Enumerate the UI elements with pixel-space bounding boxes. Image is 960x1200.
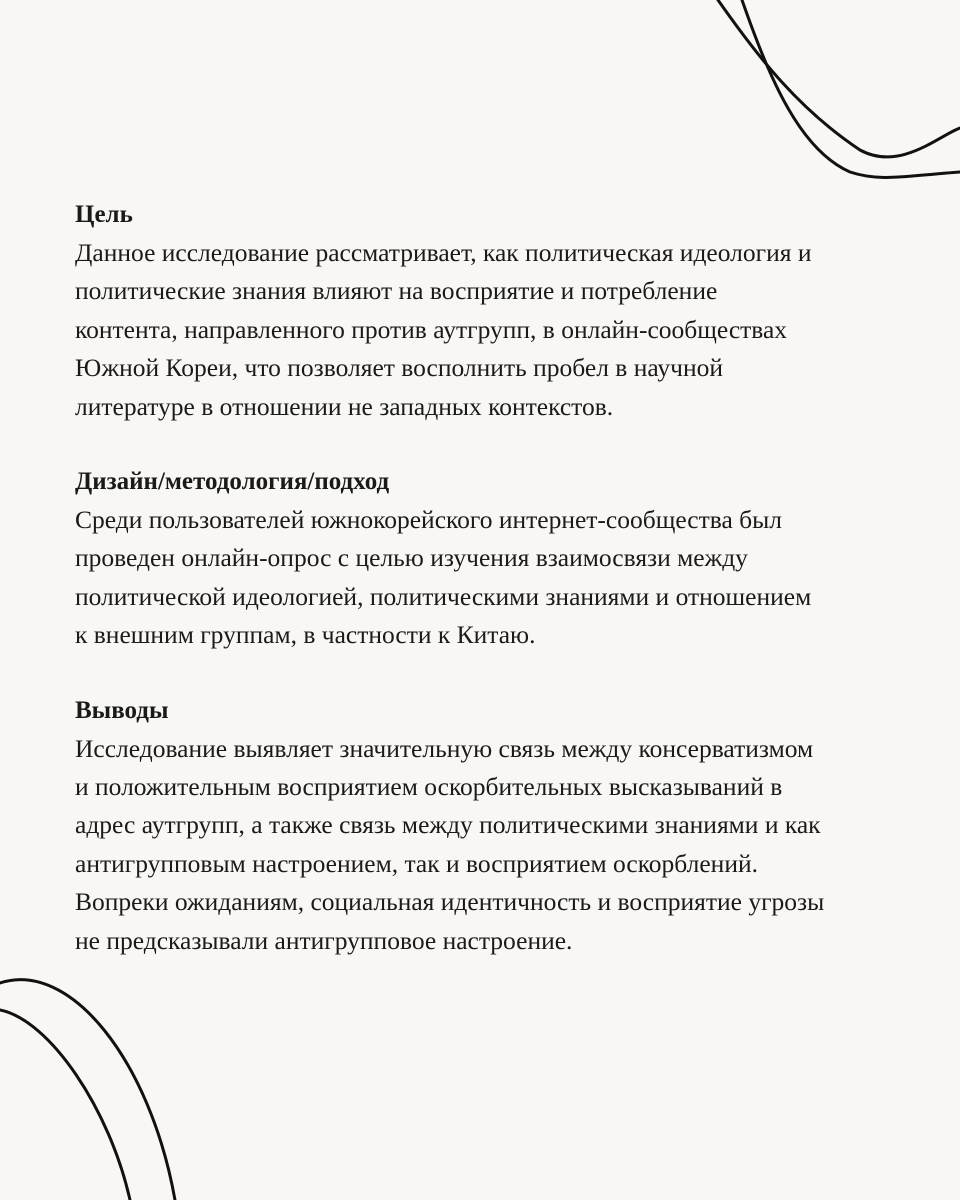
section-text-methodology	[75, 501, 905, 655]
text-line: контента, направленного против аутгрупп, в онлайн-сообществах	[75, 314, 788, 344]
text-line: адрес аутгрупп, а также связь между политическими знаниями и как	[75, 810, 821, 840]
section-heading-findings: Выводы	[75, 696, 169, 724]
text-line: антигрупповым настроением, так и восприятием оскорблений.	[75, 848, 758, 878]
top-right-curve-1	[718, 0, 960, 157]
text-line: литературе в отношении не западных контекстов.	[75, 391, 614, 421]
top-right-curve-2	[742, 0, 960, 177]
section-text-goal	[75, 234, 905, 426]
bottom-left-curve-2	[0, 1010, 130, 1200]
section-heading-goal: Цель	[75, 201, 133, 228]
text-line: Среди пользователей южнокорейского интернет-сообщества был	[75, 505, 782, 535]
text-line: Данное исследование рассматривает, как политическая идеология и	[75, 238, 812, 267]
text-line: Южной Кореи, что позволяет восполнить пробел в научной	[75, 353, 724, 383]
text-line: Вопреки ожиданиям, социальная идентичность и восприятие угрозы	[75, 887, 825, 917]
section-goal	[75, 196, 905, 426]
section-text-findings	[75, 730, 905, 960]
text-line: Исследование выявляет значительную связь между консерватизмом	[75, 733, 814, 763]
section-heading-methodology: Дизайн/методология/подход	[75, 468, 390, 496]
section-findings	[75, 692, 905, 960]
text-line: политические знания влияют на восприятие и потребление	[75, 276, 718, 306]
text-line: и положительным восприятием оскорбительных высказываний в	[75, 772, 783, 802]
text-line: проведен онлайн-опрос с целью изучения взаимосвязи между	[75, 543, 748, 573]
abstract-content	[75, 196, 905, 997]
text-line: политической идеологией, политическими знаниями и отношением	[75, 581, 812, 611]
section-methodology	[75, 463, 905, 655]
text-line: к внешним группам, в частности к Китаю.	[75, 620, 536, 650]
text-line: не предсказывали антигрупповое настроение.	[75, 925, 573, 955]
bottom-left-curve-1	[0, 980, 175, 1200]
